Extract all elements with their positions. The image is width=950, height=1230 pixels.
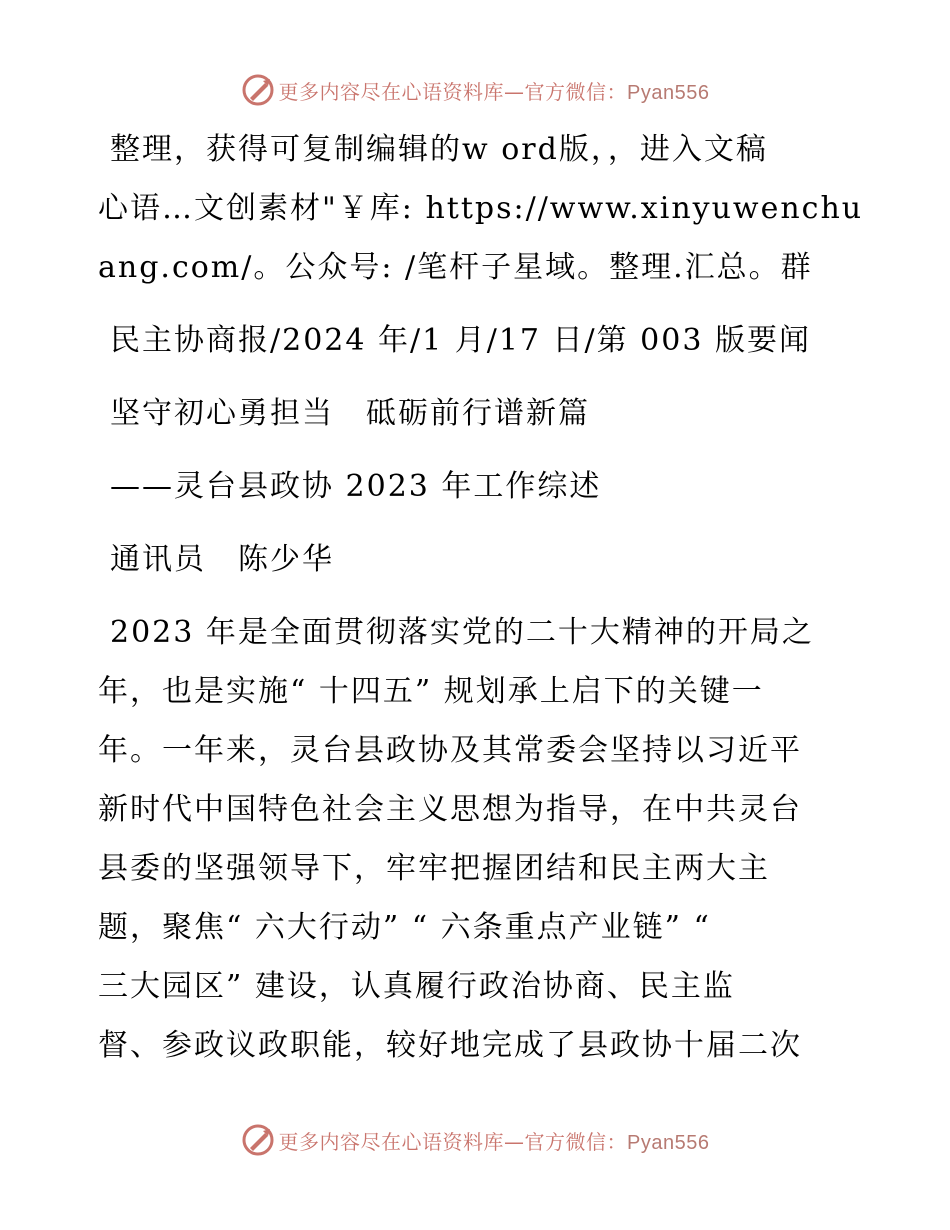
footer-watermark <box>0 1120 950 1160</box>
article-headline: 坚守初心勇担当 砥砺前行谱新篇 <box>110 396 590 431</box>
body-line: 年。一年来，灵台县政协及其常委会坚持以习近平 <box>98 733 802 768</box>
body-line: 三大园区” 建设，认真履行政治协商、民主监 <box>98 969 735 1004</box>
quill-pen-seal-icon <box>241 73 275 107</box>
watermark-text: 更多内容尽在心语资料库—官方微信：Pyan556 <box>278 79 710 104</box>
intro-line-1: 整理，获得可复制编辑的w ord版，，进入文稿 <box>110 132 768 167</box>
intro-line-3: ang.com/。公众号: /笔杆子星域。整理.汇总。群 <box>98 250 813 285</box>
document-body <box>98 120 864 1075</box>
body-line: 县委的坚强领导下，牢牢把握团结和民主两大主 <box>98 851 770 886</box>
watermark-handle: Pyan556 <box>627 1131 710 1154</box>
body-line: 年，也是实施“ 十四五” 规划承上启下的关键一 <box>98 674 764 709</box>
byline: 通讯员 陈少华 <box>110 542 334 577</box>
body-line: 题，聚焦“ 六大行动” “ 六条重点产业链” “ <box>98 910 711 945</box>
intro-line-2: 心语…文创素材"￥库: https://www.xinyuwenchu <box>98 191 864 226</box>
quill-pen-seal-icon <box>241 1123 275 1157</box>
article-subheadline: ——灵台县政协 2023 年工作综述 <box>110 469 602 504</box>
watermark-handle: Pyan556 <box>627 81 710 104</box>
body-line: 新时代中国特色社会主义思想为指导，在中共灵台 <box>98 792 802 827</box>
body-line: 督、参政议政职能，较好地完成了县政协十届二次 <box>98 1028 802 1063</box>
masthead: 民主协商报/2024 年/1 月/17 日/第 003 版要闻 <box>110 323 811 358</box>
watermark-text: 更多内容尽在心语资料库—官方微信：Pyan556 <box>278 1129 710 1154</box>
header-watermark <box>0 70 950 110</box>
body-line: 2023 年是全面贯彻落实党的二十大精神的开局之 <box>110 615 814 650</box>
